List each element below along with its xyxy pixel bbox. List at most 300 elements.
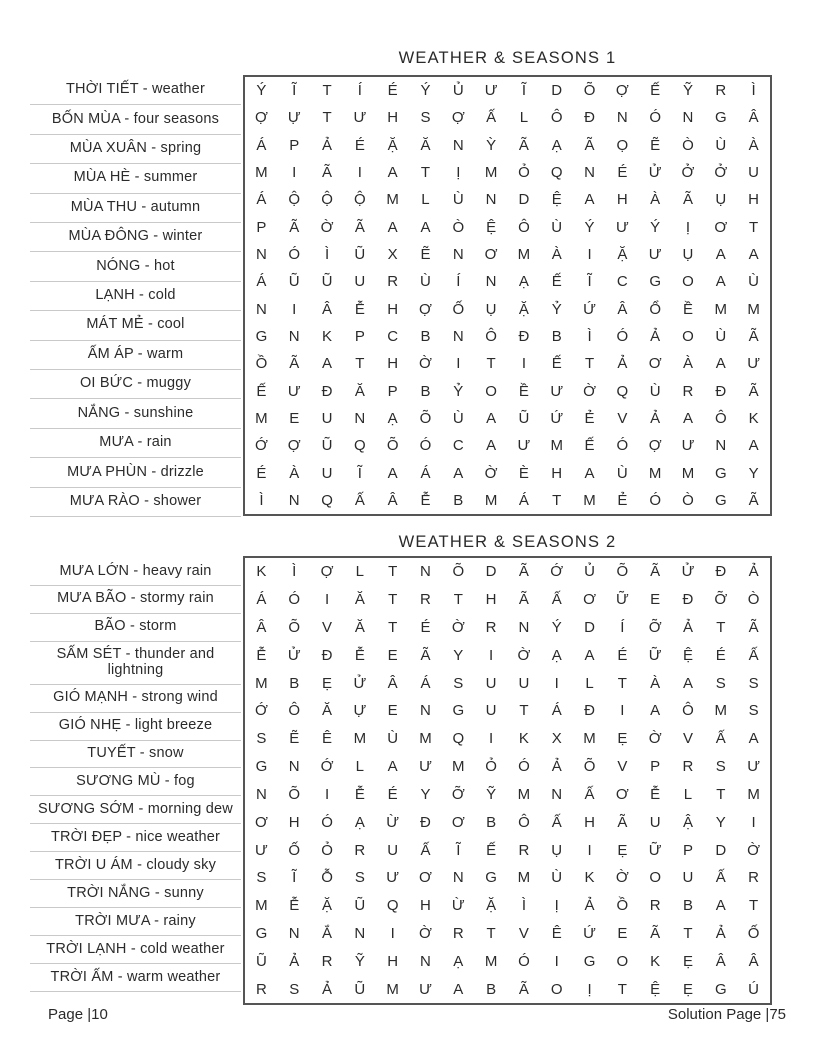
- grid-cell: Ệ: [650, 980, 661, 998]
- grid-cell: T: [388, 619, 398, 637]
- grid-cell: È: [518, 464, 529, 482]
- grid-cell: Ị: [456, 164, 461, 182]
- grid-cell: B: [551, 327, 562, 345]
- grid-cell: Ớ: [254, 702, 268, 720]
- grid-cell: N: [288, 327, 300, 345]
- grid-cell: Ơ: [254, 813, 268, 831]
- grid-cell: H: [748, 191, 760, 209]
- grid-cell: Ó: [518, 758, 530, 776]
- grid-cell: Ũ: [354, 980, 366, 998]
- grid-cell: U: [354, 273, 366, 291]
- grid-cell: Đ: [682, 591, 694, 609]
- grid-cell: Ờ: [747, 841, 761, 859]
- grid-cell: A: [453, 980, 464, 998]
- grid-cell: Ấ: [584, 785, 595, 803]
- grid-cell: Ã: [650, 563, 661, 581]
- grid-cell: Y: [420, 785, 431, 803]
- grid-cell: M: [583, 730, 596, 748]
- word-list-item: MƯA PHÙN - drizzle: [30, 458, 241, 487]
- grid-cell: G: [485, 869, 497, 887]
- grid-cell: R: [715, 82, 727, 100]
- grid-cell: M: [484, 952, 498, 970]
- grid-cell: Ễ: [650, 785, 661, 803]
- grid-cell: Ồ: [616, 897, 629, 915]
- grid-cell: Ặ: [518, 300, 529, 318]
- grid-cell: Ộ: [354, 191, 366, 209]
- grid-cell: R: [682, 382, 694, 400]
- grid-cell: Ó: [649, 109, 661, 127]
- grid-cell: É: [387, 785, 398, 803]
- grid-cell: Ỹ: [682, 82, 693, 100]
- grid-cell: Ã: [748, 382, 759, 400]
- grid-cell: A: [748, 437, 759, 455]
- grid-cell: Ó: [321, 813, 333, 831]
- grid-cell: P: [387, 382, 398, 400]
- grid-cell: M: [255, 897, 268, 915]
- grid-cell: I: [521, 355, 526, 373]
- grid-cell: R: [420, 591, 431, 609]
- grid-cell: M: [386, 191, 399, 209]
- grid-cell: Ặ: [322, 897, 333, 915]
- grid-cell: D: [551, 82, 563, 100]
- grid-cell: Ẹ: [682, 952, 693, 970]
- grid-cell: Ủ: [584, 563, 595, 581]
- grid-cell: Ũ: [518, 409, 530, 427]
- grid-cell: Ế: [486, 841, 497, 859]
- grid-cell: Ỡ: [648, 619, 662, 637]
- grid-cell: R: [748, 869, 760, 887]
- grid-cell: Ụ: [485, 300, 497, 318]
- grid-cell: Ở: [714, 164, 728, 182]
- grid-cell: Q: [616, 382, 629, 400]
- solution-page-reference: Solution Page |75: [667, 1006, 786, 1023]
- grid-cell: Á: [256, 136, 267, 154]
- grid-cell: H: [420, 897, 431, 915]
- grid-cell: Ớ: [550, 563, 564, 581]
- grid-cell: Ê: [551, 924, 562, 942]
- grid-cell: S: [289, 980, 300, 998]
- grid-cell: I: [324, 591, 330, 609]
- grid-cell: É: [617, 164, 628, 182]
- grid-cell: Ẻ: [584, 409, 595, 427]
- grid-cell: Ẽ: [650, 136, 661, 154]
- grid-cell: Á: [551, 702, 562, 720]
- word-list-item: BỐN MÙA - four seasons: [30, 105, 241, 134]
- grid-cell: N: [452, 246, 464, 264]
- grid-cell: K: [748, 409, 759, 427]
- grid-cell: S: [748, 702, 759, 720]
- grid-cell: Ừ: [386, 813, 400, 831]
- grid-cell: R: [255, 980, 267, 998]
- grid-cell: Ố: [288, 841, 301, 859]
- grid-cell: Ù: [551, 869, 563, 887]
- grid-cell: Ờ: [484, 464, 498, 482]
- grid-cell: Ẹ: [322, 674, 333, 692]
- word-list-item: TRỜI U ÁM - cloudy sky: [30, 852, 241, 880]
- grid-cell: G: [255, 327, 268, 345]
- grid-cell: Ô: [518, 813, 530, 831]
- grid-cell: Â: [748, 952, 759, 970]
- grid-cell: S: [715, 758, 726, 776]
- grid-cell: N: [584, 164, 595, 182]
- grid-cell: D: [518, 191, 530, 209]
- grid-cell: T: [486, 355, 496, 373]
- grid-cell: O: [649, 869, 661, 887]
- word-list-item: MÙA ĐÔNG - winter: [30, 223, 241, 252]
- grid-cell: N: [288, 758, 300, 776]
- grid-cell: L: [421, 191, 430, 209]
- grid-cell: Ã: [518, 563, 529, 581]
- grid-cell: G: [714, 109, 727, 127]
- grid-cell: M: [419, 730, 432, 748]
- grid-cell: G: [255, 924, 268, 942]
- grid-cell: Đ: [420, 813, 431, 831]
- grid-cell: A: [715, 355, 726, 373]
- word-list-item: TRỜI MƯA - rainy: [30, 908, 241, 936]
- grid-cell: N: [452, 136, 464, 154]
- grid-cell: T: [322, 109, 332, 127]
- grid-cell: Y: [748, 464, 759, 482]
- grid-cell: A: [387, 758, 398, 776]
- grid-cell: Ả: [617, 355, 628, 373]
- grid-cell: R: [354, 841, 366, 859]
- grid-cell: M: [517, 785, 531, 803]
- grid-cell: M: [255, 164, 268, 182]
- grid-cell: S: [715, 674, 726, 692]
- grid-cell: M: [386, 980, 399, 998]
- grid-cell: R: [387, 273, 399, 291]
- grid-cell: D: [715, 841, 727, 859]
- grid-cell: Ý: [256, 82, 267, 100]
- grid-cell: Ỗ: [321, 869, 333, 887]
- grid-cell: M: [714, 702, 728, 720]
- grid-cell: H: [616, 191, 628, 209]
- word-list-item: MÁT MẺ - cool: [30, 311, 241, 340]
- grid-cell: Y: [715, 813, 726, 831]
- grid-cell: X: [551, 730, 562, 748]
- grid-cell: O: [682, 327, 694, 345]
- grid-cell: Ă: [354, 382, 365, 400]
- grid-cell: Ỷ: [551, 300, 562, 318]
- grid-cell: Õ: [616, 563, 629, 581]
- grid-cell: Ã: [322, 164, 333, 182]
- grid-cell: Ã: [289, 355, 300, 373]
- grid-cell: A: [420, 218, 431, 236]
- grid-cell: V: [322, 619, 333, 637]
- page-number: Page |10: [48, 1006, 108, 1023]
- grid-cell: Ê: [322, 730, 333, 748]
- grid-cell: O: [616, 952, 629, 970]
- grid-cell: Ì: [751, 82, 756, 100]
- grid-cell: Ó: [616, 327, 629, 345]
- grid-cell: C: [387, 327, 399, 345]
- grid-cell: Ấ: [420, 841, 431, 859]
- grid-cell: N: [354, 409, 366, 427]
- grid-cell: Ỏ: [485, 758, 497, 776]
- word-list-item: TRỜI ẤM - warm weather: [30, 964, 241, 992]
- grid-cell: A: [584, 191, 595, 209]
- grid-cell: V: [682, 730, 693, 748]
- grid-cell: Ã: [289, 218, 300, 236]
- grid-cell: Ư: [353, 109, 367, 127]
- grid-cell: Ờ: [615, 869, 629, 887]
- grid-cell: N: [682, 109, 694, 127]
- grid-cell: Ậ: [682, 813, 693, 831]
- grid-cell: Ì: [292, 563, 297, 581]
- grid-cell: H: [485, 591, 497, 609]
- grid-cell: Ờ: [419, 924, 432, 942]
- word-list-item: NÓNG - hot: [30, 252, 241, 281]
- grid-cell: Ả: [584, 897, 595, 915]
- grid-cell: Ù: [420, 273, 431, 291]
- grid-cell: C: [616, 273, 628, 291]
- grid-cell: C: [452, 437, 464, 455]
- grid-cell: À: [682, 355, 693, 373]
- grid-cell: Ò: [682, 136, 694, 154]
- word-list-item: MƯA LỚN - heavy rain: [30, 558, 241, 586]
- grid-cell: Ứ: [583, 300, 596, 318]
- grid-cell: G: [714, 464, 727, 482]
- grid-cell: Ũ: [255, 952, 267, 970]
- grid-cell: N: [715, 437, 727, 455]
- grid-cell: Ả: [650, 409, 661, 427]
- grid-cell: Ư: [419, 758, 432, 776]
- grid-cell: Â: [256, 619, 267, 637]
- grid-cell: Ễ: [256, 646, 267, 664]
- grid-cell: Ử: [681, 563, 695, 581]
- grid-cell: Ử: [353, 674, 367, 692]
- grid-cell: N: [452, 327, 464, 345]
- grid-cell: Â: [715, 952, 726, 970]
- grid-cell: M: [550, 437, 563, 455]
- grid-cell: Ù: [715, 136, 727, 154]
- grid-cell: Á: [420, 464, 431, 482]
- grid-cell: V: [617, 409, 628, 427]
- grid-cell: Ộ: [288, 191, 301, 209]
- grid-cell: T: [716, 619, 726, 637]
- grid-cell: Ở: [681, 164, 695, 182]
- grid-cell: Ĩ: [357, 464, 362, 482]
- grid-cell: Ò: [747, 591, 760, 609]
- grid-cell: Q: [386, 897, 399, 915]
- word-list-item: GIÓ MẠNH - strong wind: [30, 685, 241, 713]
- grid-cell: Ã: [650, 924, 661, 942]
- grid-cell: Ẽ: [420, 246, 431, 264]
- word-list-item: MÙA HÈ - summer: [30, 164, 241, 193]
- grid-cell: Ú: [748, 980, 760, 998]
- grid-cell: M: [517, 869, 531, 887]
- grid-cell: Ã: [354, 218, 365, 236]
- grid-cell: E: [387, 702, 398, 720]
- grid-cell: Ờ: [320, 218, 334, 236]
- grid-cell: I: [357, 164, 362, 182]
- grid-cell: Ệ: [551, 191, 562, 209]
- grid-cell: N: [616, 109, 628, 127]
- grid-cell: T: [617, 674, 627, 692]
- grid-cell: K: [584, 869, 595, 887]
- grid-cell: Ẹ: [682, 980, 693, 998]
- grid-cell: A: [584, 464, 595, 482]
- grid-cell: Ợ: [320, 563, 334, 581]
- grid-cell: T: [322, 82, 332, 100]
- grid-cell: Ự: [287, 109, 301, 127]
- grid-cell: U: [682, 869, 694, 887]
- grid-cell: Ấ: [551, 591, 562, 609]
- grid-cell: Ì: [324, 246, 330, 264]
- grid-cell: A: [387, 218, 398, 236]
- grid-cell: Ụ: [715, 191, 727, 209]
- grid-cell: Ợ: [419, 300, 432, 318]
- grid-cell: Q: [452, 730, 465, 748]
- grid-cell: Ấ: [715, 869, 726, 887]
- grid-cell: V: [617, 758, 628, 776]
- grid-cell: Â: [387, 674, 398, 692]
- grid-cell: Ợ: [254, 109, 268, 127]
- grid-cell: D: [584, 619, 595, 637]
- grid-cell: N: [288, 924, 300, 942]
- grid-cell: Ạ: [551, 136, 562, 154]
- grid-cell: Ỡ: [451, 785, 465, 803]
- grid-cell: P: [682, 841, 693, 859]
- word-list-item: SẤM SÉT - thunder and lightning: [30, 642, 241, 685]
- grid-cell: É: [256, 464, 267, 482]
- word-list-item: MÙA THU - autumn: [30, 194, 241, 223]
- word-list-item: MƯA - rain: [30, 429, 241, 458]
- grid-cell: T: [749, 897, 759, 915]
- grid-cell: Ẽ: [289, 730, 300, 748]
- grid-cell: Ó: [419, 437, 432, 455]
- grid-cell: Ờ: [419, 355, 432, 373]
- grid-cell: Ỏ: [321, 841, 333, 859]
- grid-cell: Ễ: [354, 785, 365, 803]
- grid-cell: M: [484, 164, 498, 182]
- grid-cell: Ệ: [682, 646, 693, 664]
- grid-cell: Đ: [584, 109, 595, 127]
- grid-cell: O: [550, 980, 563, 998]
- grid-cell: A: [748, 730, 759, 748]
- grid-cell: Ô: [288, 702, 301, 720]
- grid-cell: Ì: [259, 491, 264, 509]
- grid-cell: Õ: [452, 563, 465, 581]
- grid-cell: I: [554, 674, 559, 692]
- grid-cell: Ẻ: [617, 491, 628, 509]
- grid-cell: Á: [420, 674, 431, 692]
- grid-cell: A: [650, 702, 661, 720]
- grid-cell: Ơ: [615, 785, 629, 803]
- grid-cell: G: [714, 491, 727, 509]
- grid-cell: Ả: [322, 980, 333, 998]
- grid-cell: U: [387, 841, 399, 859]
- grid-cell: T: [749, 218, 759, 236]
- grid-cell: H: [288, 813, 300, 831]
- grid-cell: Ý: [584, 218, 595, 236]
- grid-cell: A: [322, 355, 333, 373]
- word-list-item: SƯƠNG MÙ - fog: [30, 768, 241, 796]
- grid-cell: S: [354, 869, 365, 887]
- grid-cell: M: [747, 785, 760, 803]
- grid-cell: P: [256, 218, 267, 236]
- grid-cell: Ỹ: [354, 952, 365, 970]
- grid-cell: Ó: [288, 246, 301, 264]
- grid-cell: Ý: [420, 82, 431, 100]
- grid-cell: A: [387, 164, 398, 182]
- grid-cell: Ĩ: [292, 869, 297, 887]
- grid-cell: T: [584, 355, 595, 373]
- grid-cell: B: [486, 980, 497, 998]
- grid-cell: S: [748, 674, 759, 692]
- grid-cell: K: [650, 952, 661, 970]
- grid-cell: E: [289, 409, 300, 427]
- word-list-2: [30, 558, 241, 992]
- grid-cell: Ẹ: [617, 841, 628, 859]
- grid-cell: Ẹ: [617, 730, 628, 748]
- grid-cell: N: [255, 300, 267, 318]
- grid-cell: M: [648, 464, 662, 482]
- grid-cell: Đ: [715, 563, 727, 581]
- grid-cell: T: [388, 591, 398, 609]
- grid-cell: À: [551, 246, 562, 264]
- grid-cell: L: [683, 785, 693, 803]
- grid-cell: Ụ: [682, 246, 694, 264]
- grid-cell: N: [452, 869, 464, 887]
- word-list-item: BÃO - storm: [30, 614, 241, 642]
- grid-cell: Ã: [584, 136, 595, 154]
- grid-cell: Ả: [682, 619, 693, 637]
- grid-cell: I: [489, 646, 494, 664]
- grid-cell: N: [518, 619, 530, 637]
- grid-cell: Ễ: [354, 300, 365, 318]
- grid-cell: Ặ: [617, 246, 628, 264]
- grid-cell: T: [355, 355, 365, 373]
- grid-cell: Ả: [748, 563, 759, 581]
- grid-cell: À: [650, 674, 661, 692]
- grid-cell: I: [587, 246, 592, 264]
- grid-cell: Ố: [452, 300, 465, 318]
- grid-cell: N: [485, 273, 497, 291]
- grid-cell: Ề: [682, 300, 693, 318]
- section-title-1: WEATHER & SEASONS 1: [398, 49, 617, 67]
- grid-cell: G: [714, 980, 727, 998]
- grid-cell: Ý: [551, 619, 562, 637]
- grid-cell: H: [387, 109, 399, 127]
- grid-cell: Ư: [517, 437, 531, 455]
- grid-cell: Ấ: [715, 730, 726, 748]
- word-list-item: TRỜI ĐẸP - nice weather: [30, 824, 241, 852]
- grid-cell: Ả: [650, 327, 661, 345]
- grid-cell: Ắ: [322, 924, 333, 942]
- grid-cell: Ọ: [616, 136, 629, 154]
- word-list-item: MÙA XUÂN - spring: [30, 135, 241, 164]
- grid-cell: U: [485, 702, 497, 720]
- grid-cell: Ế: [256, 382, 267, 400]
- grid-cell: Á: [256, 591, 267, 609]
- grid-cell: Ề: [518, 382, 529, 400]
- grid-cell: O: [485, 382, 497, 400]
- grid-cell: Ặ: [486, 897, 497, 915]
- grid-cell: Ũ: [321, 273, 333, 291]
- grid-cell: Ô: [714, 409, 727, 427]
- grid-cell: Ă: [354, 591, 365, 609]
- grid-cell: Ã: [420, 646, 431, 664]
- grid-cell: Ù: [748, 273, 760, 291]
- grid-cell: Ã: [518, 136, 529, 154]
- grid-cell: Õ: [419, 409, 432, 427]
- grid-cell: Ờ: [583, 382, 596, 400]
- grid-cell: Ó: [288, 591, 301, 609]
- grid-cell: Ư: [681, 437, 695, 455]
- word-list-item: SƯƠNG SỚM - morning dew: [30, 796, 241, 824]
- grid-cell: Đ: [584, 702, 595, 720]
